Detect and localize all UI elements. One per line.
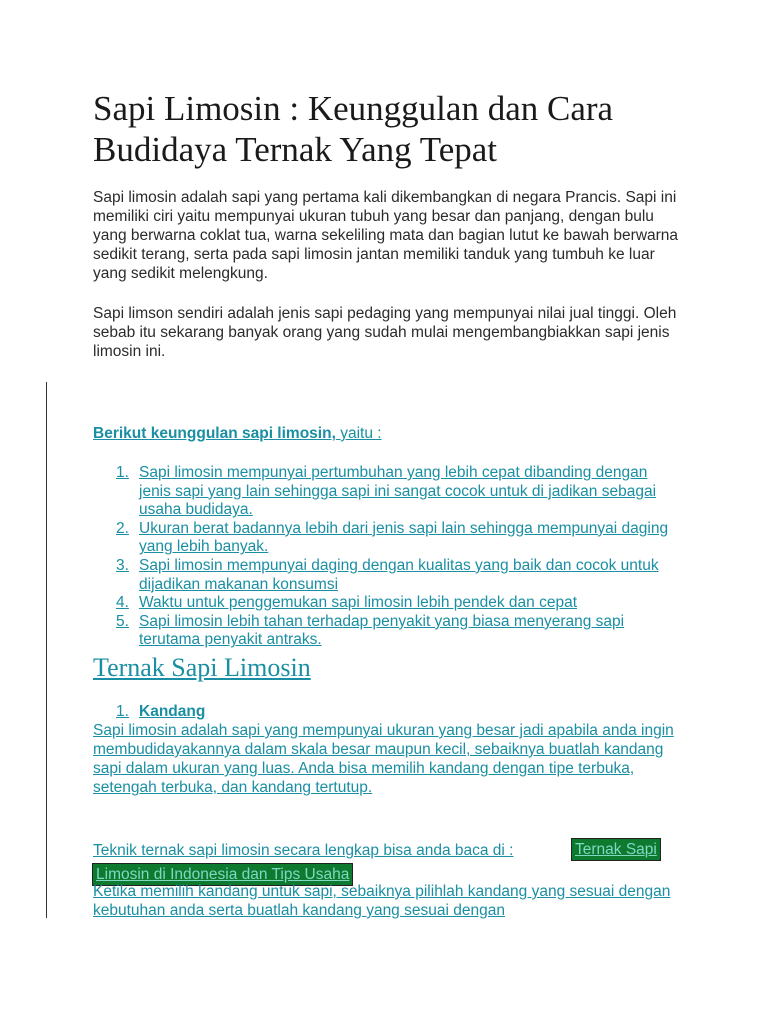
advantages-heading-rest[interactable]: yaitu : bbox=[335, 425, 382, 442]
list-item-text[interactable]: Sapi limosin mempunyai pertumbuhan yang lebih cepat dibanding dengan jenis sapi yang lain sehingga sapi ini sangat cocok untuk di jadikan sebagai usaha budidaya. bbox=[139, 464, 657, 519]
advantages-list bbox=[93, 464, 673, 650]
page-title: Sapi Limosin : Keunggulan dan Cara Budidaya Ternak Yang Tepat bbox=[93, 89, 614, 169]
subheading-number: 1. bbox=[116, 703, 129, 720]
list-item[interactable] bbox=[93, 557, 673, 594]
intro-paragraph-1: Sapi limosin adalah sapi yang pertama kali dikembangkan di negara Prancis. Sapi ini memiliki ciri yaitu mempunyai ukuran tubuh yang besar dan panjang, dengan bulu yang berwarna coklat tua, warna sekeliling mata dan bagian lutut ke bawah berwarna sedikit terang, serta pada sapi limosin jantan memiliki tanduk yang tumbuh ke luar yang sedikit melengkung. bbox=[93, 189, 679, 282]
advantages-heading-link[interactable]: Berikut keunggulan sapi limosin, bbox=[93, 425, 336, 442]
subheading-label[interactable]: Kandang bbox=[139, 703, 206, 720]
list-item-number: 5. bbox=[116, 612, 129, 630]
list-item-text[interactable]: Sapi limosin mempunyai daging dengan kualitas yang baik dan cocok untuk dijadikan makanan konsumsi bbox=[139, 556, 659, 593]
advantages-heading bbox=[93, 424, 382, 443]
kandang-subheading[interactable] bbox=[116, 702, 205, 721]
highlighted-link-part1[interactable]: Ternak Sapi bbox=[572, 839, 660, 860]
side-rule-line bbox=[46, 382, 47, 918]
list-item[interactable] bbox=[93, 520, 673, 557]
after-paragraph bbox=[93, 882, 683, 920]
list-item-number: 1. bbox=[116, 464, 129, 481]
intro-paragraph-2: Sapi limson sendiri adalah jenis sapi pedaging yang mempunyai nilai jual tinggi. Oleh sebab itu sekarang banyak orang yang sudah mulai mengembangbiakkan sapi jenis limosin ini. bbox=[93, 305, 677, 360]
list-item-number: 4. bbox=[116, 594, 129, 612]
section-title[interactable]: Ternak Sapi Limosin bbox=[93, 653, 311, 682]
list-item[interactable] bbox=[93, 464, 673, 520]
highlighted-link-part2[interactable]: Limosin di Indonesia dan Tips Usaha bbox=[93, 864, 352, 885]
list-item[interactable] bbox=[93, 594, 673, 613]
teknik-text-link[interactable]: Teknik ternak sapi limosin secara lengkap bisa anda baca di : bbox=[93, 842, 514, 859]
list-item-text[interactable]: Ukuran berat badannya lebih dari jenis sapi lain sehingga mempunyai daging yang lebih banyak. bbox=[139, 519, 669, 556]
kandang-paragraph bbox=[93, 721, 683, 797]
kandang-paragraph-link[interactable]: Sapi limosin adalah sapi yang mempunyai ukuran yang besar jadi apabila anda ingin membudidayakannya dalam skala besar maupun kecil, sebaiknya buatlah kandang sapi dalam ukuran yang luas. Anda bisa memilih kandang dengan tipe terbuka, setengah terbuka, dan kandang tertutup. bbox=[93, 722, 674, 796]
list-item-number: 3. bbox=[116, 556, 129, 574]
after-paragraph-link[interactable]: Ketika memilih kandang untuk sapi, sebaiknya pilihlah kandang yang sesuai dengan kebutuhan anda serta buatlah kandang yang sesuai dengan bbox=[93, 883, 671, 919]
list-item-number: 2. bbox=[116, 519, 129, 537]
list-item[interactable] bbox=[93, 613, 673, 650]
list-item-text[interactable]: Sapi limosin lebih tahan terhadap penyakit yang biasa menyerang sapi terutama penyakit antraks. bbox=[139, 612, 625, 649]
list-item-text[interactable]: Waktu untuk penggemukan sapi limosin lebih pendek dan cepat bbox=[139, 594, 578, 612]
